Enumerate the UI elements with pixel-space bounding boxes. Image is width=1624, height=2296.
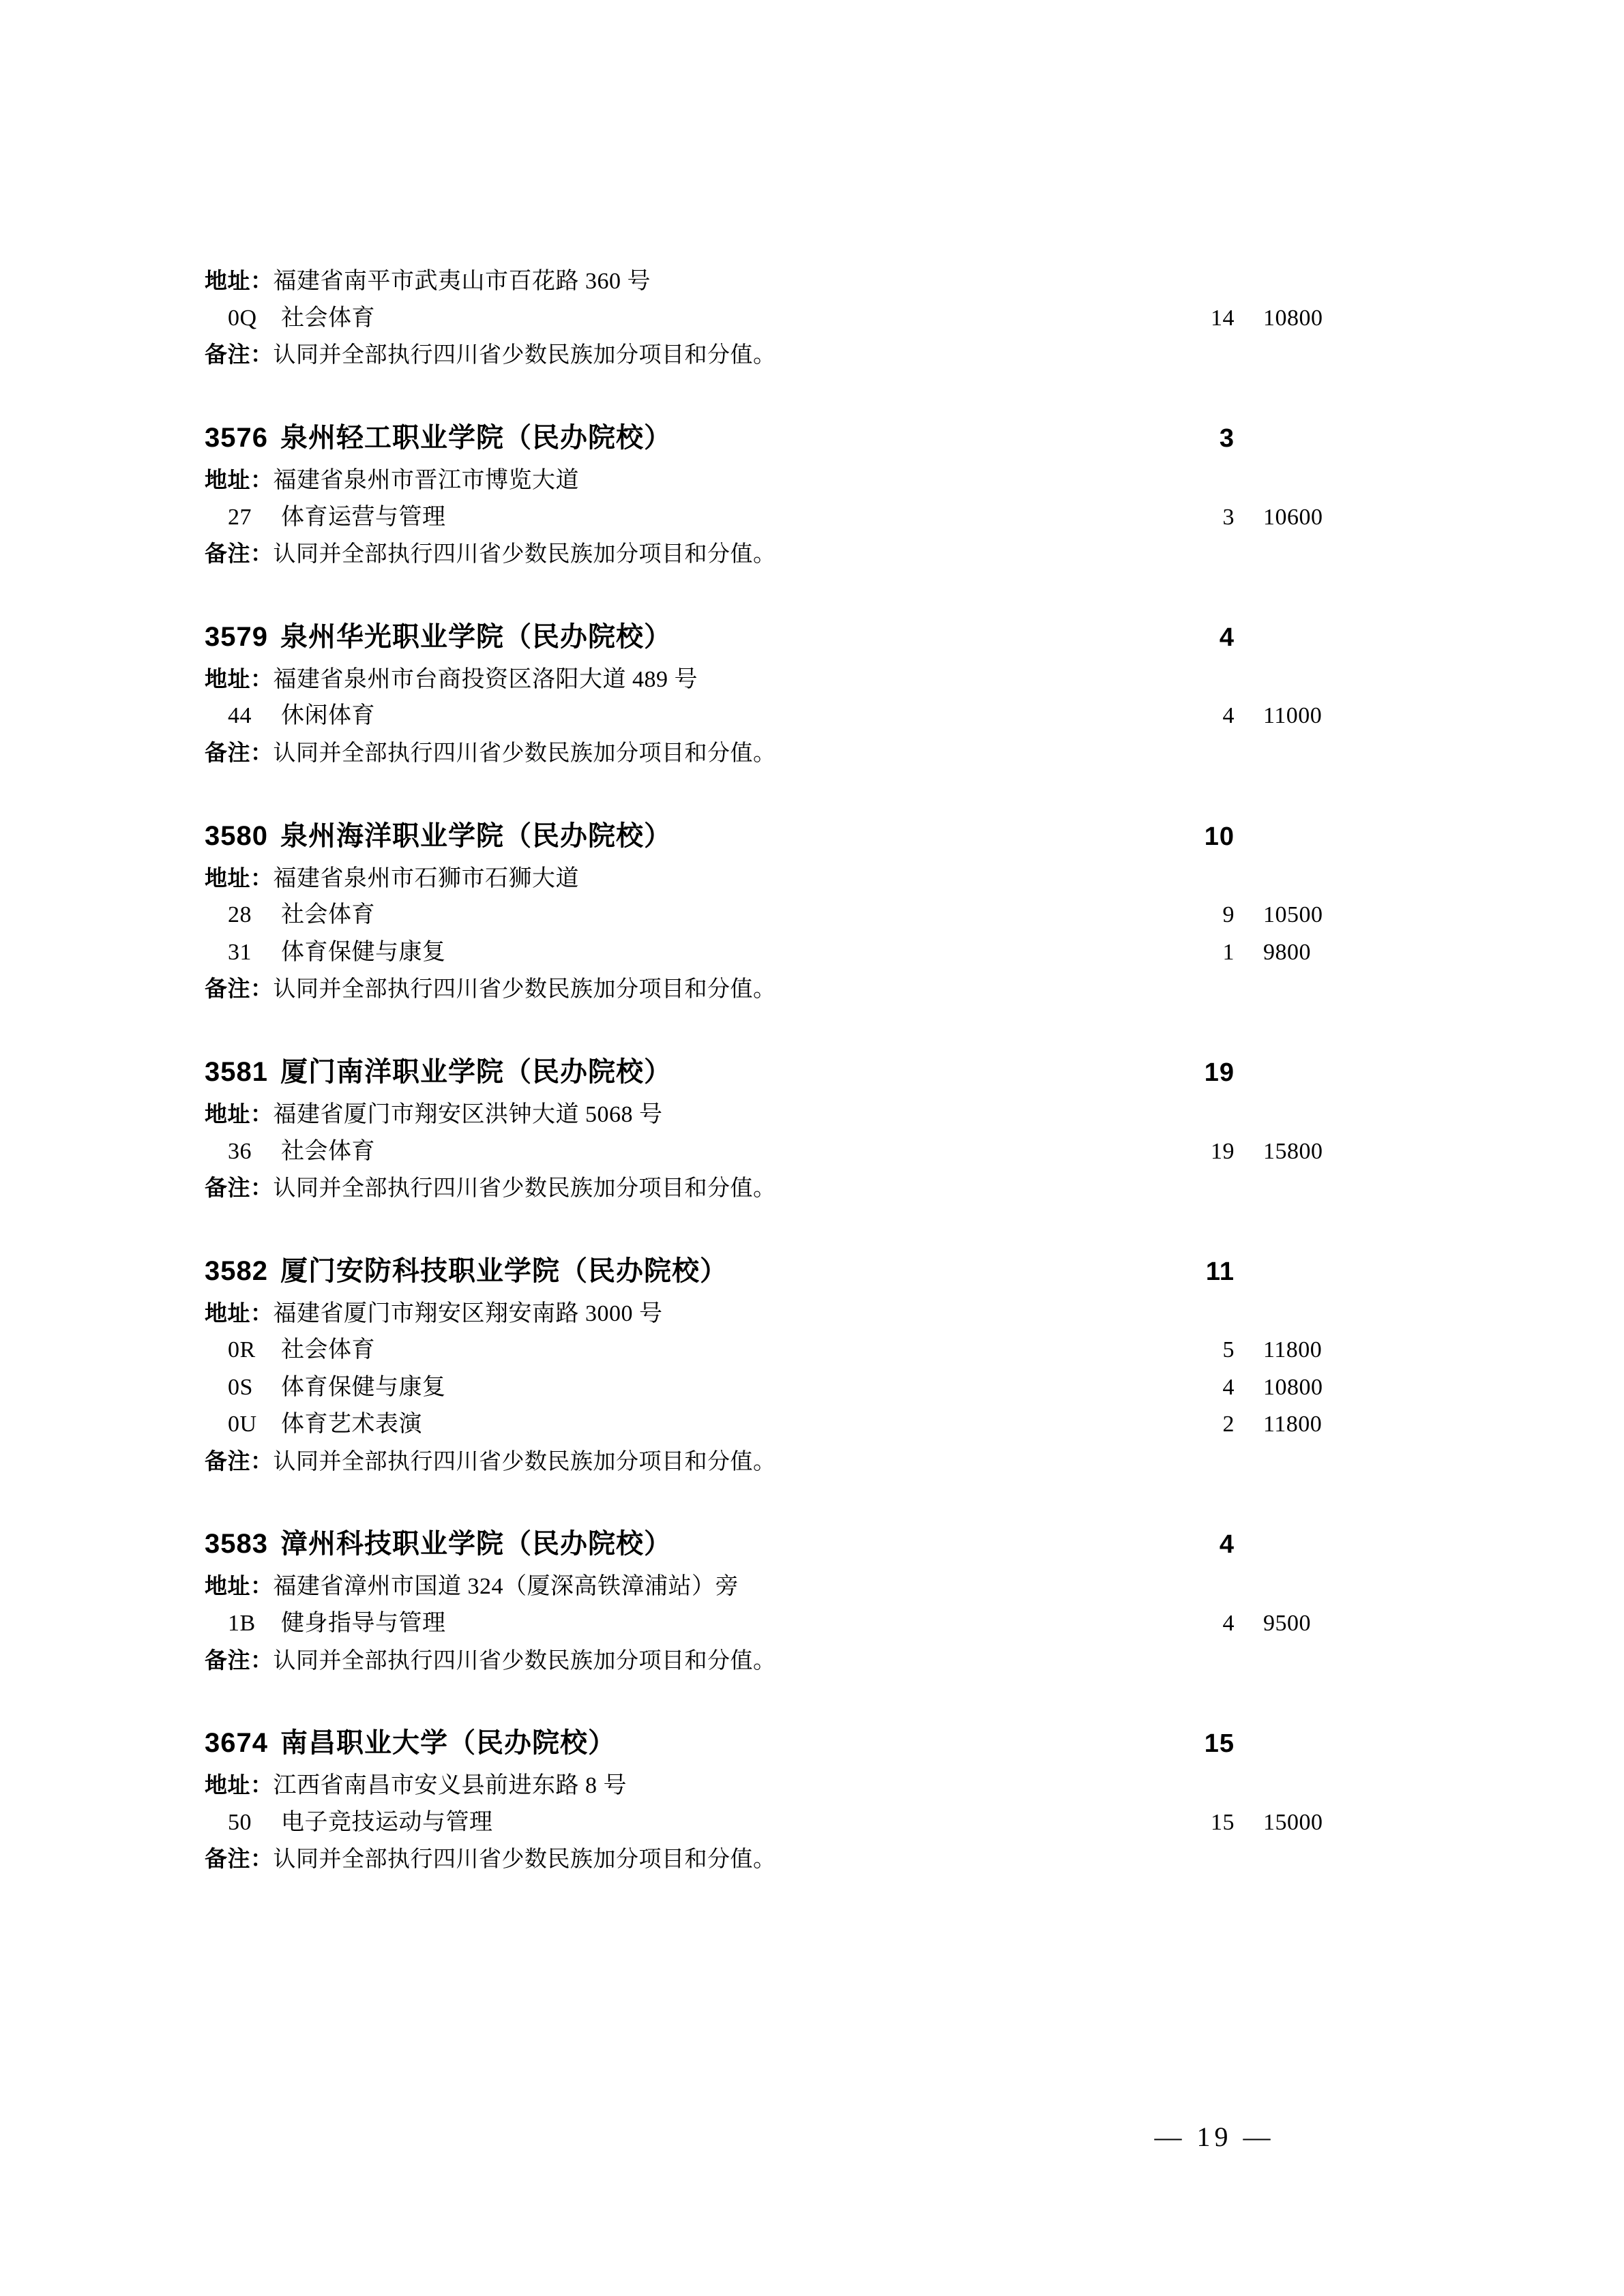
major-code: 0Q [228,305,257,331]
school-name: 泉州华光职业学院（民办院校） [280,621,672,652]
note-line [205,1444,1364,1480]
note-line [205,1841,1364,1878]
major-code: 44 [228,703,252,729]
continued-lines [205,263,1364,374]
major-row [205,1332,1364,1369]
major-plan: 4 [1222,1611,1235,1637]
major-code: 0S [228,1374,253,1400]
school-name: 泉州轻工职业学院（民办院校） [280,422,672,453]
major-plan: 1 [1222,939,1235,965]
note-label: 备注： [205,1174,274,1200]
address-line [205,263,1364,300]
school-header [205,1052,1364,1092]
major-row [205,499,1364,536]
school-header [205,616,1364,657]
note-label: 备注： [205,739,274,765]
major-plan: 4 [1222,1374,1235,1400]
major-fee: 10600 [1263,504,1323,530]
page-number: — 19 — [1154,2121,1275,2152]
school-entry [205,417,1364,573]
note-line [205,1643,1364,1680]
school-total-plan: 15 [1204,1729,1235,1759]
note-label: 备注： [205,342,274,368]
address-label: 地址： [205,1573,274,1599]
major-fee: 10800 [1263,1374,1323,1400]
school-header [205,1251,1364,1292]
page-content [205,263,1364,1878]
major-code: 0R [228,1337,256,1363]
school-entry [205,1052,1364,1207]
note-label: 备注： [205,1846,274,1872]
major-row [205,1133,1364,1170]
address-line [205,1568,1364,1605]
major-fee: 10500 [1263,902,1323,928]
address-text: 福建省南平市武夷山市百花路 360 号 [273,269,651,294]
note-line [205,1170,1364,1207]
address-label: 地址： [205,1772,274,1798]
continued-entry [205,263,1364,374]
major-code: 1B [228,1611,256,1637]
note-line [205,337,1364,374]
major-name: 体育艺术表演 [281,1412,422,1437]
major-name: 电子竞技运动与管理 [281,1809,493,1835]
school-name: 泉州海洋职业学院（民办院校） [280,820,672,851]
school-name: 厦门南洋职业学院（民办院校） [280,1056,672,1087]
address-text: 福建省泉州市石狮市石狮大道 [273,865,579,891]
school-entry [205,616,1364,772]
school-header [205,1523,1364,1564]
major-fee: 10800 [1263,305,1323,331]
address-text: 福建省厦门市翔安区洪钟大道 5068 号 [273,1101,663,1127]
note-text: 认同并全部执行四川省少数民族加分项目和分值。 [273,343,776,368]
school-entry [205,1251,1364,1480]
major-code: 31 [228,939,252,965]
address-text: 江西省南昌市安义县前进东路 8 号 [273,1773,627,1799]
school-total-plan: 3 [1219,423,1235,453]
address-line [205,1097,1364,1133]
major-plan: 4 [1222,703,1235,729]
school-code: 3583 [205,1529,268,1560]
school-total-plan: 10 [1204,822,1235,851]
major-row [205,1804,1364,1841]
major-name: 社会体育 [281,1337,375,1363]
school-name: 漳州科技职业学院（民办院校） [280,1529,672,1560]
major-plan: 3 [1222,504,1235,530]
note-text: 认同并全部执行四川省少数民族加分项目和分值。 [273,1449,776,1474]
major-code: 50 [228,1809,252,1835]
major-name: 休闲体育 [281,703,375,729]
school-lines [205,861,1364,1008]
school-code: 3576 [205,422,268,453]
school-code: 3580 [205,820,268,851]
school-header [205,1723,1364,1763]
note-line [205,536,1364,573]
major-plan: 19 [1211,1138,1235,1164]
note-text: 认同并全部执行四川省少数民族加分项目和分值。 [273,977,776,1002]
major-row [205,934,1364,971]
school-total-plan: 11 [1205,1257,1235,1286]
major-name: 体育运营与管理 [281,504,446,530]
major-plan: 9 [1222,902,1235,928]
major-code: 28 [228,902,252,928]
school-lines [205,661,1364,772]
note-label: 备注： [205,540,274,566]
school-total-plan: 4 [1219,623,1235,652]
major-name: 健身指导与管理 [281,1611,446,1637]
school-name: 厦门安防科技职业学院（民办院校） [280,1255,728,1286]
major-fee: 15000 [1263,1809,1323,1835]
major-fee: 15800 [1263,1138,1323,1164]
major-row [205,300,1364,337]
school-entry [205,1523,1364,1679]
major-fee: 11800 [1263,1412,1323,1437]
school-total-plan: 4 [1219,1530,1235,1560]
major-row [205,1605,1364,1642]
major-plan: 2 [1222,1412,1235,1437]
school-code: 3579 [205,621,268,652]
major-plan: 5 [1222,1337,1235,1363]
school-entry [205,816,1364,1008]
school-code: 3581 [205,1056,268,1087]
note-label: 备注： [205,1448,274,1474]
major-plan: 14 [1211,305,1235,331]
school-lines [205,1568,1364,1679]
school-entry [205,1723,1364,1878]
major-plan: 15 [1211,1809,1235,1835]
note-line [205,971,1364,1008]
major-row [205,1369,1364,1406]
note-label: 备注： [205,1647,274,1673]
address-line [205,861,1364,897]
major-name: 体育保健与康复 [281,1374,446,1400]
address-label: 地址： [205,268,274,293]
major-fee: 9800 [1263,939,1311,965]
address-label: 地址： [205,865,274,891]
major-fee: 11000 [1263,703,1323,729]
school-lines [205,1097,1364,1207]
major-code: 0U [228,1412,257,1437]
major-name: 社会体育 [281,1138,375,1164]
note-text: 认同并全部执行四川省少数民族加分项目和分值。 [273,741,776,766]
major-row [205,698,1364,734]
address-text: 福建省漳州市国道 324（厦深高铁漳浦站）旁 [273,1574,739,1600]
note-text: 认同并全部执行四川省少数民族加分项目和分值。 [273,1176,776,1201]
school-header [205,417,1364,458]
school-lines [205,462,1364,573]
address-line [205,462,1364,499]
address-text: 福建省厦门市翔安区翔安南路 3000 号 [273,1300,663,1326]
major-row [205,897,1364,934]
major-code: 36 [228,1138,252,1164]
note-label: 备注： [205,976,274,1002]
school-code: 3674 [205,1728,268,1759]
address-text: 福建省泉州市台商投资区洛阳大道 489 号 [273,666,698,692]
major-code: 27 [228,504,252,530]
school-header [205,816,1364,856]
school-total-plan: 19 [1204,1058,1235,1087]
major-name: 社会体育 [281,305,375,331]
address-text: 福建省泉州市晋江市博览大道 [273,467,579,493]
address-label: 地址： [205,466,274,492]
school-lines [205,1768,1364,1878]
address-label: 地址： [205,1300,274,1326]
note-text: 认同并全部执行四川省少数民族加分项目和分值。 [273,1648,776,1673]
major-fee: 11800 [1263,1337,1323,1363]
major-row [205,1406,1364,1443]
address-line [205,661,1364,698]
note-text: 认同并全部执行四川省少数民族加分项目和分值。 [273,541,776,567]
address-label: 地址： [205,666,274,691]
address-label: 地址： [205,1101,274,1127]
note-text: 认同并全部执行四川省少数民族加分项目和分值。 [273,1847,776,1873]
school-code: 3582 [205,1255,268,1286]
school-name: 南昌职业大学（民办院校） [280,1728,616,1759]
major-fee: 9500 [1263,1611,1311,1637]
note-line [205,735,1364,772]
school-lines [205,1296,1364,1480]
address-line [205,1296,1364,1332]
address-line [205,1768,1364,1804]
major-name: 体育保健与康复 [281,939,446,965]
major-name: 社会体育 [281,902,375,928]
